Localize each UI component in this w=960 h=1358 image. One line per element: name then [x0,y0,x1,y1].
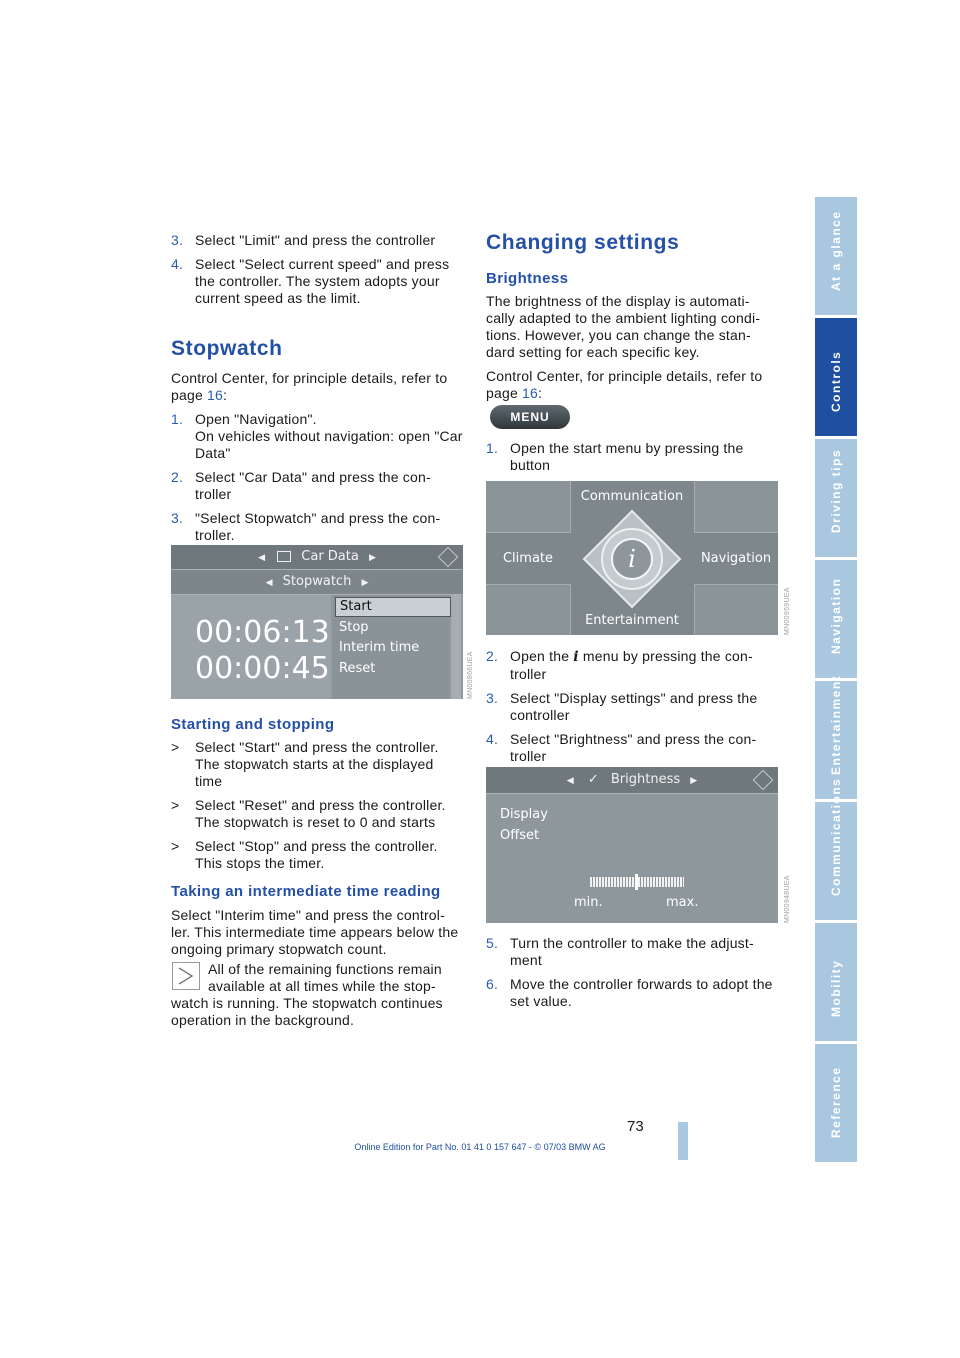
steps-2-4 [486,648,778,772]
note-icon [172,962,200,990]
sidebar-tab-driving-tips[interactable] [815,439,857,557]
menu-item-interim[interactable]: Interim time [339,640,420,655]
svg-text:i: i [628,545,636,573]
info-icon: i [573,649,579,665]
sidebar-tab-label: Entertainment [829,674,843,775]
check-icon: ✓ [587,772,599,787]
steps-5-6 [486,935,778,1017]
footer-edition: Online Edition for Part No. 01 41 0 157 647 - © 07/03 BMW AG [354,1142,606,1152]
list-item: > Select "Stop" and press the controller. This stops the timer. [171,838,438,871]
menu-item-start[interactable]: Start [335,597,451,617]
menu-item-stop[interactable]: Stop [339,620,369,635]
interim-time: 00:00:45 [195,651,330,686]
menu-button: MENU [490,405,570,429]
list-item: > Select "Start" and press the controller. The stopwatch starts at the displayed time [171,739,439,789]
start-menu-screen [486,481,778,635]
list-item: 3. "Select Stopwatch" and press the con-troller. [171,510,441,543]
sidebar-tab-communications[interactable] [815,777,857,920]
list-item: > Select "Reset" and press the controller. The stopwatch is reset to 0 and starts [171,797,446,830]
stopwatch-screen [171,545,463,699]
scrollbar[interactable] [451,595,461,699]
option-display[interactable]: Display [500,807,548,822]
menu-item-reset[interactable]: Reset [339,661,376,676]
intermediate-body: Select "Interim time" and press the control-ler. This intermediate time appears below the ongoing primary stopwatch count. [171,907,459,957]
sidebar-tab-label: Driving tips [829,448,843,533]
page-marker [678,1122,688,1160]
list-item: 4. Select "Select current speed" and press the controller. The system adopts your current speed as the limit. [171,256,450,306]
page-number: 73 [627,1118,644,1135]
image-code: MN00959UEA [784,587,791,635]
controller-icon [582,509,682,609]
note-arrow-icon [173,963,199,989]
menu-cell [694,481,778,533]
page-link[interactable]: 16 [522,385,539,401]
brightness-slider[interactable] [590,877,684,887]
page-link[interactable]: 16 [207,387,224,403]
starting-body [171,739,463,879]
stopwatch-heading: Stopwatch [171,337,283,360]
menu-communication[interactable]: Communication [580,489,684,504]
menu-climate[interactable]: Climate [502,551,554,566]
screen-subtitle-bar: ◀ Stopwatch ▶ [171,570,463,595]
sidebar-tab-label: Controls [829,350,843,412]
list-item: 3. Select "Limit" and press the controller [171,232,436,248]
sidebar-tab-label: Mobility [829,959,843,1017]
menu-entertainment[interactable]: Entertainment [585,613,679,628]
image-code: MN00866UEA [467,651,474,699]
sidebar-tab-label: Communications [829,777,843,896]
slider-thumb[interactable] [635,874,638,890]
stopwatch-body: Control Center, for principle details, refer to page 16: 1. Open "Navigation". On vehicles without navigation: open "Car Data" 2. Select "Car Data" and press the con-troller 3. "Select Stopwatch" and press the con-troller. [171,370,463,543]
arrow-left-icon: ◀ [258,553,265,563]
sidebar-tab-at-a-glance[interactable] [815,197,857,315]
menu-cell [486,481,571,533]
list-item: 2. Open the i menu by pressing the con-troller [486,648,753,682]
list-item: 6. Move the controller forwards to adopt the set value. [486,976,773,1009]
left-column [171,232,463,314]
arrow-right-icon: ▶ [690,776,698,786]
list-item: 4. Select "Brightness" and press the con-troller [486,731,757,764]
brightness-body: The brightness of the display is automati-cally adapted to the ambient lighting condi-tions. However, you can change the stan-dard setting for each specific key. Control Center, for principle details, refer to page 16: [486,293,763,401]
list-item: 1. Open the start menu by pressing the button [486,440,744,473]
arrow-right-icon: ▶ [368,553,376,563]
arrow-left-icon: ◀ [566,776,574,786]
monitor-icon [277,551,291,562]
brightness-screen [486,767,778,923]
menu-cell [694,584,778,635]
screen-title-bar: ◀ ✓ Brightness ▶ [486,767,778,794]
option-offset[interactable]: Offset [500,828,540,843]
slider-max-label: max. [666,895,699,910]
menu-cell [486,584,571,635]
list-item: 3. Select "Display settings" and press the controller [486,690,758,723]
main-time: 00:06:13 [195,615,330,650]
sidebar-tab-mobility[interactable] [815,923,857,1041]
time-display [171,595,331,699]
arrow-right-icon: ▶ [361,578,369,588]
intermediate-heading: Taking an intermediate time reading [171,883,441,900]
sidebar-tab-label: Reference [829,1066,843,1138]
step1 [486,440,778,481]
screen-title-bar: ◀ Car Data ▶ [171,545,463,570]
image-code: MN00948UEA [784,875,791,923]
sidebar-tab-label: Navigation [829,577,843,654]
changing-settings-heading: Changing settings [486,231,680,254]
list-item: 5. Turn the controller to make the adjust-ment [486,935,754,968]
slider-min-label: min. [574,895,603,910]
stopwatch-menu [333,595,449,699]
starting-heading: Starting and stopping [171,716,335,733]
list-item: 2. Select "Car Data" and press the con-troller [171,469,431,502]
arrow-left-icon: ◀ [265,578,273,588]
list-item: 1. Open "Navigation". On vehicles without navigation: open "Car Data" [171,411,463,461]
sidebar-tab-controls[interactable] [815,318,857,436]
note-first: All of the remaining functions remain available at all times while the stop- [208,961,442,994]
brightness-heading: Brightness [486,270,569,287]
sidebar-tab-label: At a glance [829,210,843,291]
menu-navigation[interactable]: Navigation [700,551,772,566]
note-rest: watch is running. The stopwatch continues operation in the background. [171,995,443,1028]
sidebar-tab-navigation[interactable] [815,560,857,678]
